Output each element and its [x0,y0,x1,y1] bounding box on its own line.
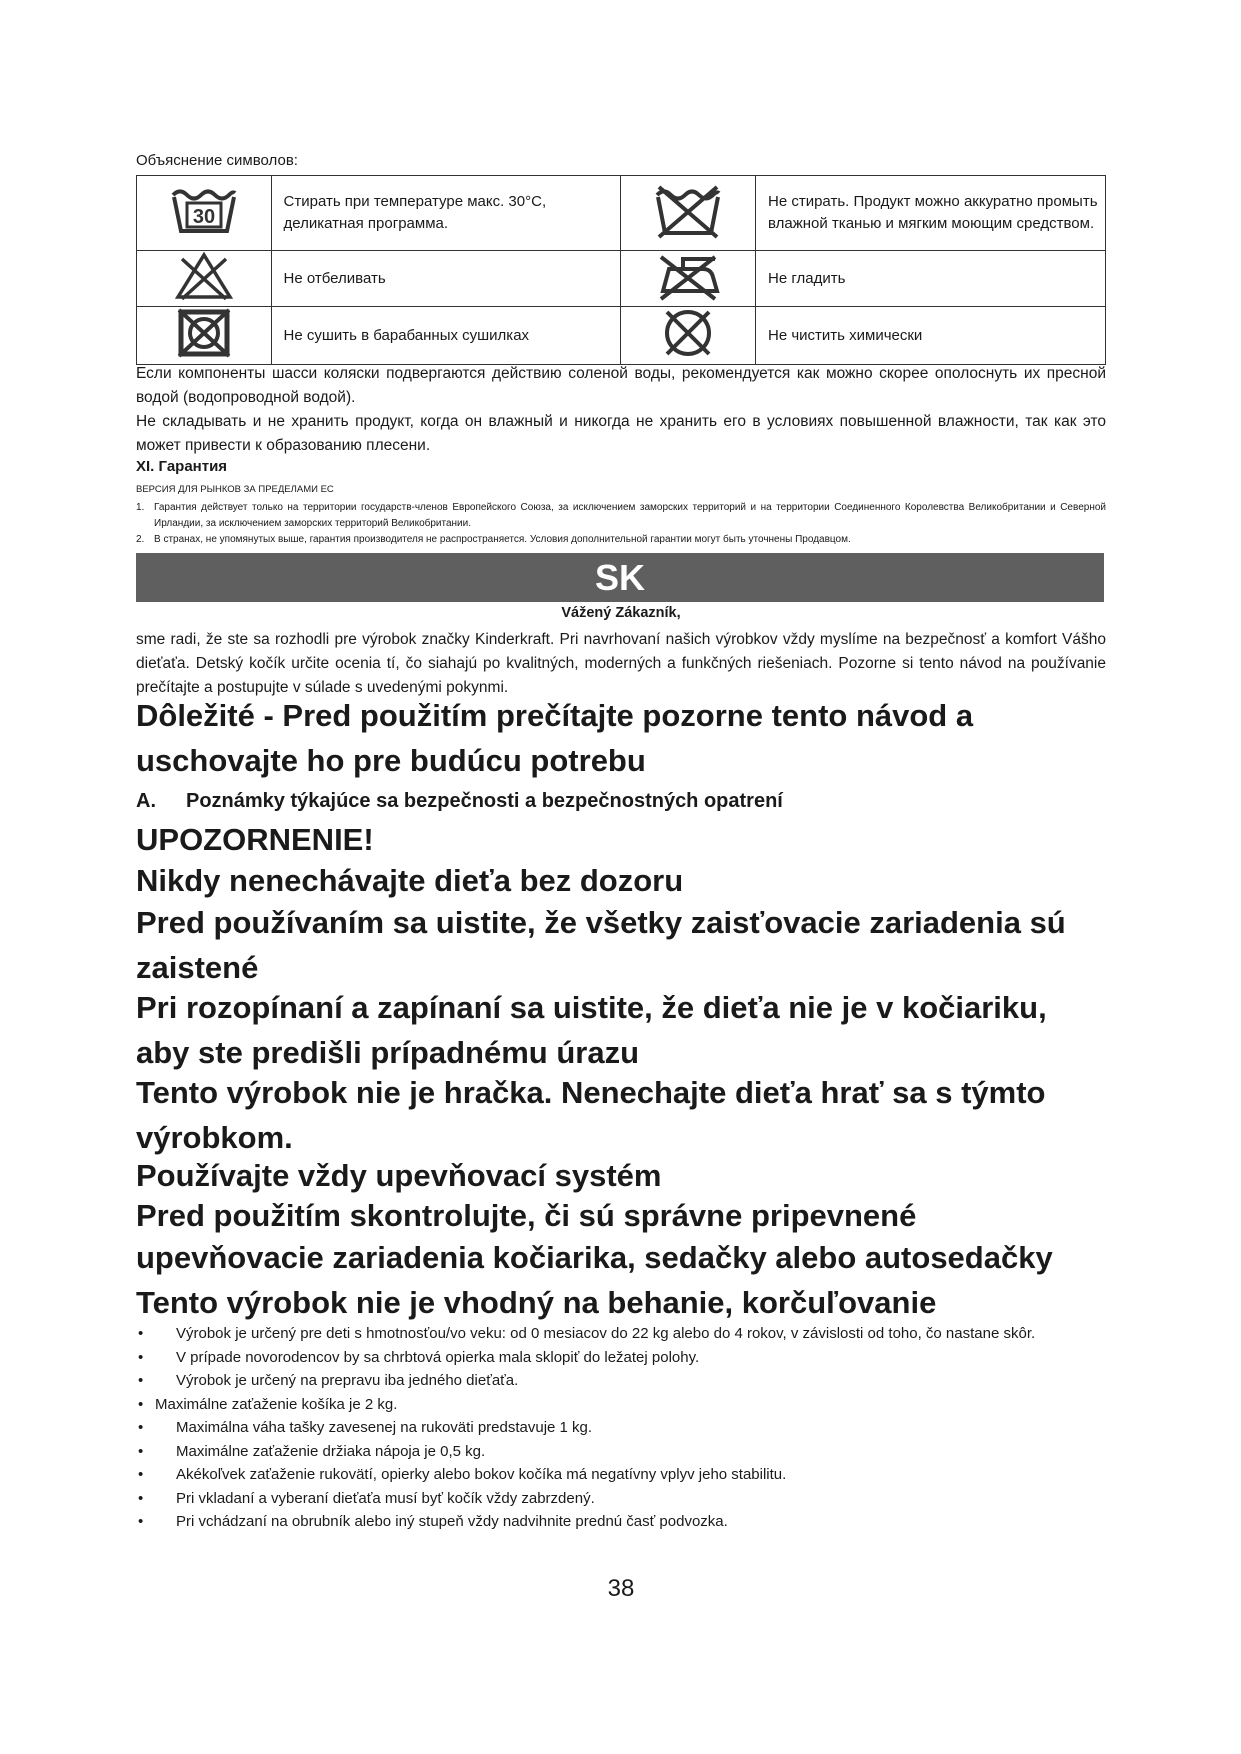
no-bleach-icon [137,251,272,307]
bullet: • [138,1442,144,1460]
important-heading: Dôležité - Pred použitím prečítajte pozorne tento návod a uschovajte ho pre budúcu potrebu [136,698,974,778]
symbol-description: Не гладить [756,251,1106,307]
list-item [136,1369,1106,1393]
section-label: A. [136,790,156,812]
symbols-caption: Объяснение символов: [136,152,298,169]
section-title: Poznámky týkajúce sa bezpečnosti a bezpečnostných opatrení [186,790,783,812]
care-notes [136,362,1106,458]
page-number: 38 [607,1575,635,1602]
warning-heading: UPOZORNENIE! [136,822,374,857]
symbol-description: Не сушить в барабанных сушилках [271,307,621,365]
bullet: • [138,1395,144,1413]
list-number: 2. [136,534,145,545]
list-text: Pri vchádzaní na obrubník alebo iný stupeň vždy nadvihnite prednú časť podvozka. [176,1513,728,1530]
warning-line: Používajte vždy upevňovací systém [136,1158,662,1193]
list-item [136,1393,1106,1417]
bullet: • [138,1372,144,1389]
welcome-paragraph: sme radi, že ste sa rozhodli pre výrobok značky Kinderkraft. Pri navrhovaní našich výrobkov vždy myslíme na bezpečnosť a komfort Vášho dieťaťa. Detský kočík určite ocenia tí, čo siahajú po kvalitných, moderných a funkčných riešeniach. Pozorne si tento návod na používanie prečítajte a postupujte v súlade s uvedenými pokynmi. [136,631,1106,696]
symbol-description: Не отбеливать [271,251,621,307]
bullet: • [138,1466,144,1483]
bullet: • [138,1513,144,1530]
table-row [137,176,1106,251]
symbol-description: Стирать при температуре макс. 30°C, деликатная программа. [271,176,621,251]
warning-line: Nikdy nenechávajte dieťa bez dozoru [136,863,684,898]
paragraph: Не складывать и не хранить продукт, когда он влажный и никогда не хранить его в условиях повышенной влажности, так как это может привести к образованию плесени. [136,413,1106,454]
list-item [136,1487,1106,1511]
list-item [136,1346,1106,1370]
no-wash-icon [621,176,756,251]
list-text: Maximálne zaťaženie košíka je 2 kg. [155,1395,398,1413]
language-bar: SK [136,553,1104,602]
list-text: Maximálne zaťaženie držiaka nápoja je 0,5 kg. [176,1442,486,1460]
warning-line: Tento výrobok nie je vhodný na behanie, korčuľovanie [136,1285,937,1320]
table-row [137,307,1106,365]
section-a-heading [136,790,783,813]
wash-30-icon [137,176,272,251]
list-text: В странах, не упомянутых выше, гарантия производителя не распространяется. Условия дополнительной гарантии могут быть уточнены Продавцом. [154,534,851,545]
list-item [136,1416,1106,1440]
list-text: Pri vkladaní a vyberaní dieťaťa musí byť kočík vždy zabrzdený. [176,1489,595,1507]
list-item [136,1463,1106,1487]
safety-bullet-list [136,1322,1106,1534]
table-row [137,251,1106,307]
list-number: 1. [136,502,145,513]
list-item [136,532,1106,548]
no-iron-icon [621,251,756,307]
guarantee-list [136,500,1106,548]
list-item [136,1510,1106,1534]
symbol-description: Не стирать. Продукт можно аккуратно промыть влажной тканью и мягким моющим средством. [756,176,1106,251]
list-text: V prípade novorodencov by sa chrbtová opierka mala sklopiť do ležatej polohy. [176,1348,700,1366]
list-text: Гарантия действует только на территории государств-членов Европейского Союза, за исключением заморских территорий и на территории Соединенного Королевства Великобритании и Северной Ирландии, за исключением заморских территорий Великобритании. [154,502,1106,529]
svg-text:30: 30 [192,206,215,228]
guarantee-title: XI. Гарантия [136,458,228,475]
list-text: Maximálna váha tašky zavesenej na rukoväti predstavuje 1 kg. [176,1419,593,1436]
list-text: Výrobok je určený pre deti s hmotnosťou/vo veku: od 0 mesiacov do 22 kg alebo do 4 rokov, v závislosti od toho, čo nastane skôr. [176,1325,1036,1342]
care-symbols-table [136,175,1106,365]
no-tumble-dry-icon [137,307,272,365]
paragraph: Если компоненты шасси коляски подвергаются действию соленой воды, рекомендуется как можно скорее ополоснуть их пресной водой (водопроводной водой). [136,365,1106,406]
warning-line: Pri rozopínaní a zapínaní sa uistite, že dieťa nie je v kočiariku, aby ste predišli prípadnému úrazu [136,990,1047,1070]
list-text: Výrobok je určený na prepravu iba jedného dieťaťa. [176,1372,519,1389]
bullet: • [138,1419,144,1436]
symbol-description: Не чистить химически [756,307,1106,365]
warning-line: Tento výrobok nie je hračka. Nenechajte dieťa hrať sa s týmto výrobkom. [136,1075,1046,1155]
warning-line: Pred použitím skontrolujte, či sú správne pripevnené upevňovacie zariadenia kočiarika, sedačky alebo autosedačky [136,1198,1053,1275]
list-text: Akékoľvek zaťaženie rukovätí, opierky alebo bokov kočíka má negatívny vplyv jeho stabilitu. [176,1466,787,1483]
guarantee-version: ВЕРСИЯ ДЛЯ РЫНКОВ ЗА ПРЕДЕЛАМИ ЕС [136,484,334,495]
warning-line: Pred používaním sa uistite, že všetky zaisťovacie zariadenia sú zaistené [136,905,1066,985]
bullet: • [138,1348,144,1366]
no-dry-clean-icon [621,307,756,365]
bullet: • [138,1489,144,1507]
bullet: • [138,1325,144,1342]
list-item [136,1440,1106,1464]
list-item [136,1322,1106,1346]
list-item [136,500,1106,532]
salutation: Vážený Zákazník, [561,605,681,621]
